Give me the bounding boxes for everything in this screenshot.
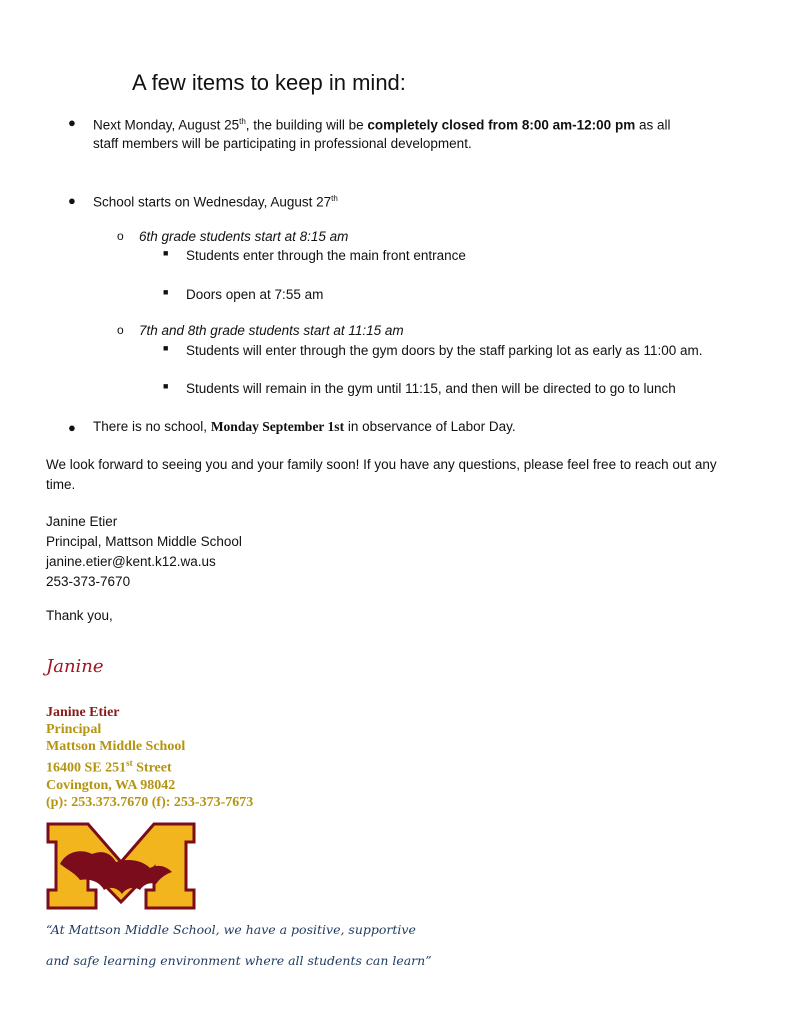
quote-line-2: and safe learning environment where all students can learn” [46,953,432,968]
sub-bullet-marker: o [117,323,124,337]
quote-line-1: “At Mattson Middle School, we have a positive, supportive [46,922,416,937]
sub-1-item-2: Doors open at 7:55 am [186,287,324,302]
signature-phones: (p): 253.373.7670 (f): 253-373-7673 [46,794,254,810]
square-bullet: ■ [163,381,169,391]
contact-email[interactable]: janine.etier@kent.k12.wa.us [46,554,216,569]
bullet-1-line-2: staff members will be participating in professional development. [93,136,472,151]
bullet-marker: ● [68,420,76,435]
contact-block [46,512,756,592]
bullet-3: There is no school, Monday September 1st in observance of Labor Day. [93,419,516,434]
bullet-1-line-1: Next Monday, August 25th, the building will be completely closed from 8:00 am-12:00 pm as all [93,117,671,133]
square-bullet: ■ [163,248,169,258]
signature-city: Covington, WA 98042 [46,777,176,793]
bullet-marker: ● [68,115,76,130]
sub-2-item-1: Students will enter through the gym doors by the staff parking lot as early as 11:00 am. [186,343,703,358]
sub-bullet-2-heading: 7th and 8th grade students start at 11:15 am [139,323,404,338]
closing-paragraph: We look forward to seeing you and your family soon! If you have any questions, please feel free to reach out any time. [46,457,717,492]
school-logo [46,822,196,910]
square-bullet: ■ [163,343,169,353]
signature-street: 16400 SE 251st Street [46,758,172,776]
signature-script: Janine [46,656,104,677]
square-bullet: ■ [163,287,169,297]
signature-role: Principal [46,722,102,737]
contact-title: Principal, Mattson Middle School [46,534,242,549]
sub-2-item-2: Students will remain in the gym until 11:15, and then will be directed to go to lunch [186,381,676,396]
contact-phone: 253-373-7670 [46,574,131,589]
sub-bullet-1-heading: 6th grade students start at 8:15 am [139,229,349,244]
bullet-marker: ● [68,193,76,208]
signature-school: Mattson Middle School [46,739,186,754]
signature-name: Janine Etier [46,705,120,720]
sub-1-item-1: Students enter through the main front entrance [186,248,466,263]
page-heading: A few items to keep in mind: [132,70,406,95]
contact-name: Janine Etier [46,514,118,529]
signature-block [46,704,253,811]
bullet-2: School starts on Wednesday, August 27th [93,194,338,210]
thanks-line: Thank you, [46,608,113,623]
mustang-m-logo-icon [46,822,196,910]
sub-bullet-marker: o [117,229,124,243]
